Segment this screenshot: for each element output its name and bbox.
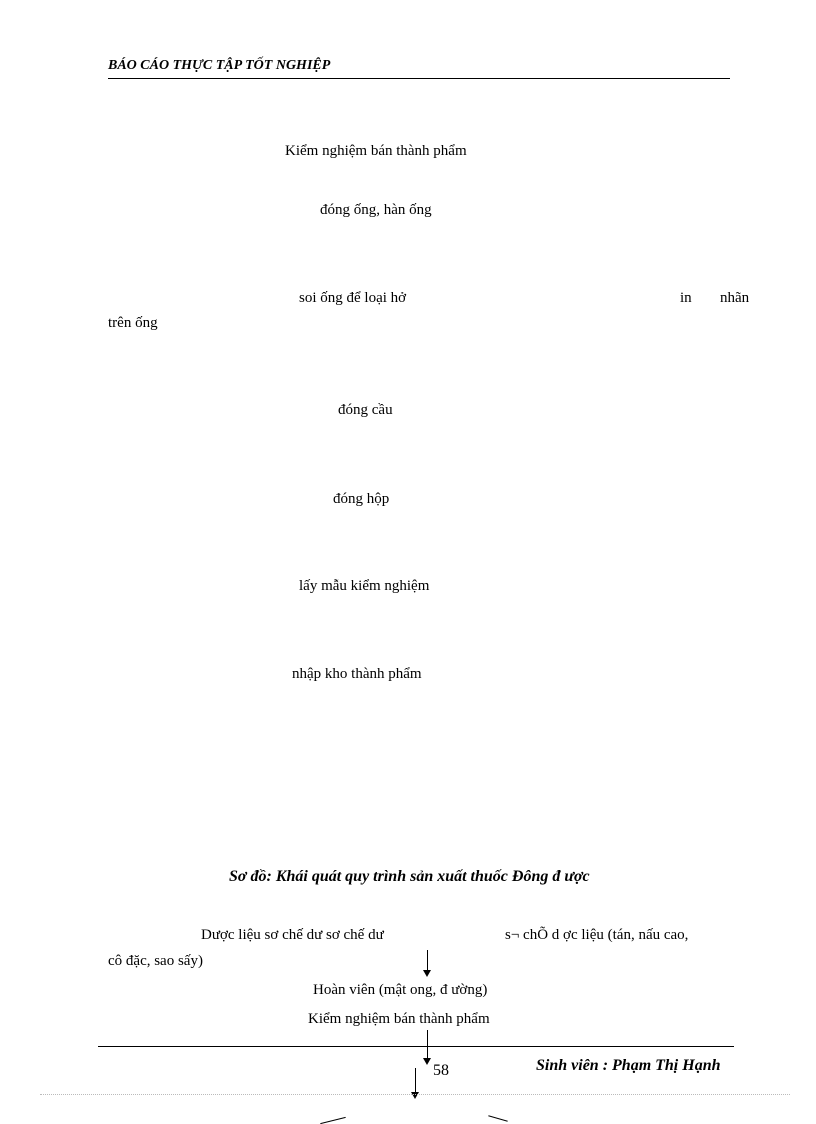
flow-step-3-right-b: nhãn (720, 290, 750, 306)
branch-line-right (488, 1115, 508, 1121)
diagram2-line3: Kiểm nghiệm bán thành phẩm (308, 1011, 490, 1027)
page-number: 58 (433, 1062, 449, 1079)
header-rule (108, 78, 730, 79)
footer-rule (98, 1046, 734, 1047)
arrow-down-icon (427, 1030, 428, 1058)
arrow-down-icon (427, 950, 428, 970)
flow-step-3: soi ống để loại hở (299, 290, 407, 306)
flow-step-4: đóng cầu (338, 402, 393, 418)
diagram-caption: Sơ đồ: Khái quát quy trình sản xuất thuốc Đông đ ược (229, 868, 590, 885)
flow-step-2: đóng ống, hàn ống (320, 202, 432, 218)
page-edge-dotted (40, 1094, 790, 1095)
arrow-down-icon (415, 1068, 416, 1092)
diagram2-line2: Hoàn viên (mật ong, đ ường) (313, 982, 488, 998)
flow-step-7: nhập kho thành phẩm (292, 666, 422, 682)
footer-student: Sinh viên : Phạm Thị Hạnh (536, 1057, 721, 1074)
flow-step-3-right-a: in (680, 290, 692, 306)
diagram2-line1-cont: cô đặc, sao sấy) (108, 953, 203, 969)
flow-step-3-cont: trên ống (108, 315, 158, 331)
flow-step-6: lấy mẫu kiểm nghiệm (299, 578, 430, 594)
flow-step-5: đóng hộp (333, 491, 390, 507)
header-title: BÁO CÁO THỰC TẬP TỐT NGHIỆP (108, 58, 331, 73)
diagram2-line1-a: Dược liệu sơ chế dư sơ chế dư (201, 927, 384, 943)
diagram2-line1-b: s¬ chÕ d ợc liệu (tán, nấu cao, (505, 927, 689, 943)
flow-step-1: Kiểm nghiệm bán thành phẩm (285, 143, 467, 159)
